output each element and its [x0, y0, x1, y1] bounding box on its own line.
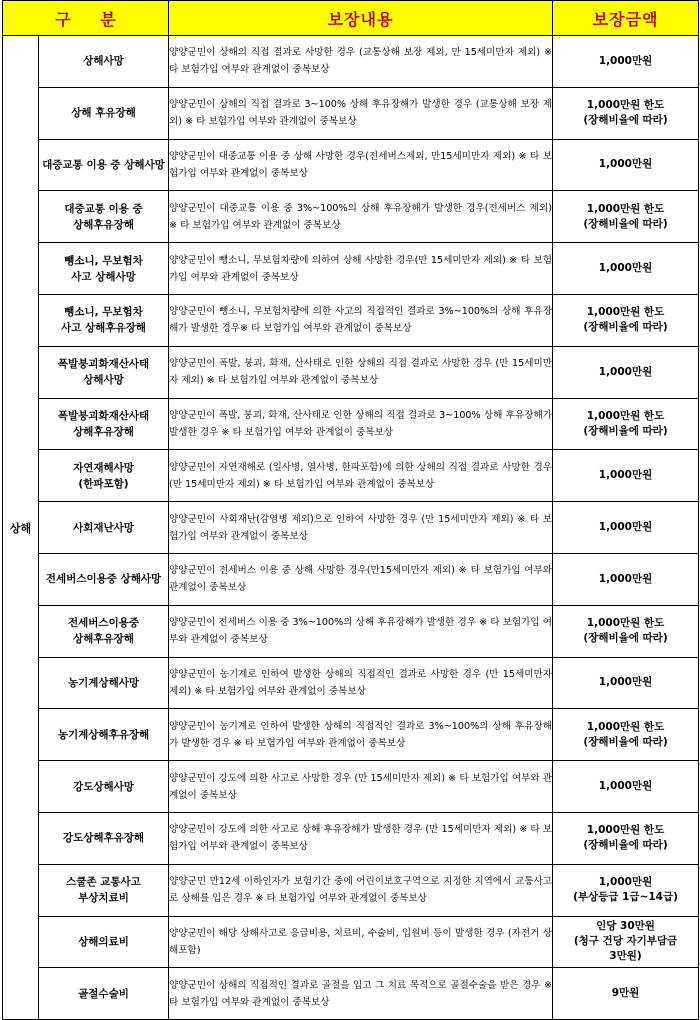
coverage-description: 양양군민이 자연재해로 (일사병, 열사병, 한파포함)에 의한 상해의 직접 결과로 사망한 경우 (만 15세미만자 제외) ※ 타 보험가입 여부와 관계없이 중복보상 [169, 450, 553, 502]
coverage-description: 양양군민이 상해의 직접 결과로 사망한 경우 (교통상해 보장 제외, 만 15세미만자 제외) ※ 타 보험가입 여부와 관계없이 중복보상 [169, 36, 553, 88]
coverage-description: 양양군민이 대중교통 이용 중 상해 사망한 경우(전세버스제외, 만15세미만자 제외) ※ 타 보험가입 여부와 관계없이 중복보상 [169, 139, 553, 191]
coverage-amount-cell [553, 243, 699, 295]
coverage-amount-cell [553, 864, 699, 916]
coverage-amount-cell [553, 398, 699, 450]
coverage-description: 양양군민이 사회재난(감염병 제외)으로 인하여 사망한 경우 (만 15세미만자 제외) ※ 타 보험가입 여부와 관계없이 중복보상 [169, 502, 553, 554]
coverage-amount: (장해비율에 따라) [583, 424, 668, 437]
coverage-description: 양양군민이 대중교통 이용 중 3%~100%의 상해 후유장해가 발생한 경우(전세버스 제외) ※ 타 보험가입 여부와 관계없이 중복보상 [169, 191, 553, 243]
coverage-name: 스쿨존 교통사고 [66, 876, 141, 889]
coverage-description: 양양군민이 전세버스 이용 중 3%~100%의 상해 후유장해가 발생한 경우 ※ 타 보험가입 여부와 관계없이 중복보상 [169, 605, 553, 657]
coverage-amount-cell [553, 502, 699, 554]
coverage-amount: (장해비율에 따라) [583, 632, 668, 645]
coverage-description: 양양군민이 폭발, 붕괴, 화재, 산사태로 인한 상해의 직접 결과로 사망한 경우 (만 15세미만자 제외) ※ 타 보험가입 여부와 관계없이 중복보상 [169, 346, 553, 398]
coverage-amount-cell [553, 346, 699, 398]
coverage-description: 양양군민이 뺑소니, 무보험차량에 의하여 상해 사망한 경우(만 15세미만자 제외) ※ 타 보험가입 여부와 관계없이 중복보상 [169, 243, 553, 295]
coverage-name: 강도상해후유장해 [62, 832, 145, 845]
coverage-name-cell [39, 294, 169, 346]
coverage-amount: 1,000만원 [598, 780, 653, 793]
coverage-name-cell [39, 812, 169, 864]
coverage-amount: (장해비율에 따라) [583, 321, 668, 334]
table-row [3, 191, 699, 243]
table-row [3, 605, 699, 657]
coverage-amount: 1,000만원 한도 [586, 720, 665, 733]
coverage-name: 상해의료비 [78, 935, 129, 948]
coverage-amount: 1,000만원 [598, 365, 653, 378]
table-row [3, 346, 699, 398]
table-row [3, 502, 699, 554]
coverage-name: 농기계상해사망 [68, 676, 140, 689]
coverage-amount: (부상등급 1급~14급) [573, 891, 678, 904]
coverage-name: 사고 상해후유장해 [61, 322, 146, 335]
coverage-name: 상해후유장해 [73, 425, 134, 438]
table-row [3, 864, 699, 916]
coverage-description: 양양군민이 농기계로 인하여 발생한 상해의 직접적인 결과로 사망한 경우 (만 15세미만자 제외) ※ 타 보험가입 여부와 관계없이 중복보상 [169, 657, 553, 709]
coverage-name-cell [39, 864, 169, 916]
coverage-amount-cell [553, 139, 699, 191]
coverage-name: 대중교통 이용 중 상해사망 [42, 158, 165, 171]
coverage-amount: 1,000만원 [598, 469, 653, 482]
coverage-amount-cell [553, 87, 699, 139]
coverage-name: 상해후유장해 [73, 218, 134, 231]
coverage-description: 양양군민이 농기계로 인하여 발생한 상해의 직접적인 결과로 3%~100%의 상해 후유장해가 발생한 경우 ※ 타 보험가입 여부와 관계없이 중복보상 [169, 709, 553, 761]
coverage-amount: 3만원) [609, 950, 642, 963]
coverage-amount: 1,000만원 한도 [586, 409, 665, 422]
coverage-description: 양양군민이 강도에 의한 사고로 사망한 경우 (만 15세미만자 제외) ※ 타 보험가입 여부와 관계없이 중복보상 [169, 761, 553, 813]
coverage-name: 사고 상해사망 [71, 270, 136, 283]
coverage-name: 전세버스이용중 [68, 617, 140, 630]
coverage-name-cell [39, 450, 169, 502]
coverage-name-cell [39, 398, 169, 450]
coverage-amount: 1,000만원 [598, 521, 653, 534]
coverage-amount: 1,000만원 [598, 876, 653, 889]
table-row [3, 87, 699, 139]
coverage-amount: 9만원 [611, 987, 640, 1000]
coverage-description: 양양군민 만12세 이하인자가 보험기간 중에 어린이보호구역으로 지정한 지역에서 교통사고로 상해를 입은 경우 ※ 타 보험가입 여부와 관계없이 중복보상 [169, 864, 553, 916]
coverage-name-cell [39, 709, 169, 761]
header-category: 구 분 [3, 1, 169, 36]
table-row [3, 398, 699, 450]
table-row [3, 761, 699, 813]
coverage-amount-cell [553, 657, 699, 709]
coverage-description: 양양군민이 폭발, 붕괴, 화재, 산사태로 인한 상해의 직접 결과로 3~100% 상해 후유장해가 발생한 경우 ※ 타 보험가입 여부와 관계없이 중복보상 [169, 398, 553, 450]
table-row [3, 243, 699, 295]
coverage-amount-cell [553, 916, 699, 968]
coverage-name: 상해 후유장해 [71, 107, 136, 120]
coverage-name: 사회재난사망 [73, 521, 134, 534]
table-row [3, 709, 699, 761]
coverage-name: 폭발붕괴화재산사태 [57, 358, 150, 371]
coverage-amount-cell [553, 709, 699, 761]
coverage-amount: 1,000만원 [598, 572, 653, 585]
table-row [3, 450, 699, 502]
coverage-amount: 1,000만원 한도 [586, 617, 665, 630]
coverage-name: 뺑소니, 무보험차 [64, 254, 143, 267]
coverage-amount-cell [553, 605, 699, 657]
coverage-amount: 1,000만원 [598, 54, 653, 67]
coverage-name-cell [39, 916, 169, 968]
coverage-name-cell [39, 502, 169, 554]
table-row [3, 36, 699, 88]
coverage-name: 전세버스이용중 상해사망 [45, 573, 162, 586]
coverage-amount: (청구 건당 자기부담금 [573, 935, 678, 948]
coverage-description: 양양군민이 상해의 직접 결과로 3~100% 상해 후유장해가 발생한 경우 (교통상해 보장 제외) ※ 타 보험가입 여부와 관계없이 중복보상 [169, 87, 553, 139]
table-row [3, 812, 699, 864]
table-row [3, 294, 699, 346]
coverage-description: 양양군민이 뺑소니, 무보험차량에 의한 사고의 직접적인 결과로 3%~100%의 상해 후유장해가 발생한 경우※ 타 보험가입 여부와 관계없이 중복보상 [169, 294, 553, 346]
header-amount: 보장금액 [553, 1, 699, 36]
coverage-amount-cell [553, 761, 699, 813]
coverage-amount: (장해비율에 따라) [583, 735, 668, 748]
coverage-amount: 1,000만원 한도 [586, 202, 665, 215]
group-label: 상해 [3, 36, 39, 1020]
table-row [3, 553, 699, 605]
coverage-description: 양양군민이 해당 상해사고로 응급비용, 치료비, 수술비, 입원비 등이 발생한 경우 (자전거 상해포함) [169, 916, 553, 968]
coverage-name: 상해후유장해 [73, 633, 134, 646]
coverage-amount-cell [553, 812, 699, 864]
coverage-name: 골절수술비 [78, 987, 129, 1000]
coverage-description: 양양군민이 전세버스 이용 중 상해 사망한 경우(만15세미만자 제외) ※ 타 보험가입 여부와 관계없이 중복보상 [169, 553, 553, 605]
coverage-description: 양양군민이 강도에 의한 사고로 상해 후유장해가 발생한 경우 (만 15세미만자 제외) ※ 타 보험가입 여부와 관계없이 중복보상 [169, 812, 553, 864]
coverage-amount: (장해비율에 따라) [583, 217, 668, 230]
coverage-description: 양양군민이 상해의 직접적인 결과로 골절을 입고 그 치료 목적으로 골절수술을 받은 경우 ※ 타 보험가입 여부와 관계없이 중복보상 [169, 968, 553, 1020]
coverage-name-cell [39, 968, 169, 1020]
coverage-name-cell [39, 553, 169, 605]
table-row [3, 139, 699, 191]
coverage-amount: 1,000만원 한도 [586, 824, 665, 837]
coverage-amount-cell [553, 294, 699, 346]
coverage-amount-cell [553, 36, 699, 88]
coverage-amount: (장해비율에 따라) [583, 114, 668, 127]
header-coverage: 보장내용 [169, 1, 553, 36]
coverage-amount-cell [553, 450, 699, 502]
coverage-name: 대중교통 이용 중 [64, 202, 143, 215]
coverage-amount-cell [553, 191, 699, 243]
coverage-name: 상해사망 [83, 374, 124, 387]
coverage-name: 농기계상해후유장해 [57, 728, 150, 741]
coverage-name-cell [39, 243, 169, 295]
coverage-name-cell [39, 605, 169, 657]
coverage-name-cell [39, 346, 169, 398]
coverage-name: 상해사망 [83, 55, 124, 68]
coverage-amount-cell [553, 968, 699, 1020]
coverage-name-cell [39, 139, 169, 191]
coverage-name: 폭발붕괴화재산사태 [57, 409, 150, 422]
coverage-name: 뺑소니, 무보험차 [64, 306, 143, 319]
coverage-amount: 1,000만원 [598, 158, 653, 171]
coverage-amount: (장해비율에 따라) [583, 839, 668, 852]
coverage-name-cell [39, 761, 169, 813]
coverage-name: 부상치료비 [78, 892, 129, 905]
coverage-name: 자연재해사망 [73, 461, 134, 474]
coverage-amount: 1,000만원 한도 [586, 99, 665, 112]
table-row [3, 916, 699, 968]
coverage-table [2, 0, 699, 1020]
table-row [3, 968, 699, 1020]
coverage-amount: 1,000만원 한도 [586, 306, 665, 319]
coverage-name-cell [39, 36, 169, 88]
coverage-amount-cell [553, 553, 699, 605]
coverage-amount: 1,000만원 [598, 262, 653, 275]
coverage-name-cell [39, 191, 169, 243]
coverage-name: (한파포함) [78, 477, 129, 490]
coverage-name: 강도상해사망 [73, 780, 134, 793]
coverage-amount: 1,000만원 [598, 676, 653, 689]
coverage-name-cell [39, 657, 169, 709]
coverage-amount: 인당 30만원 [596, 920, 655, 933]
header-row [3, 1, 699, 36]
table-row [3, 657, 699, 709]
coverage-name-cell [39, 87, 169, 139]
